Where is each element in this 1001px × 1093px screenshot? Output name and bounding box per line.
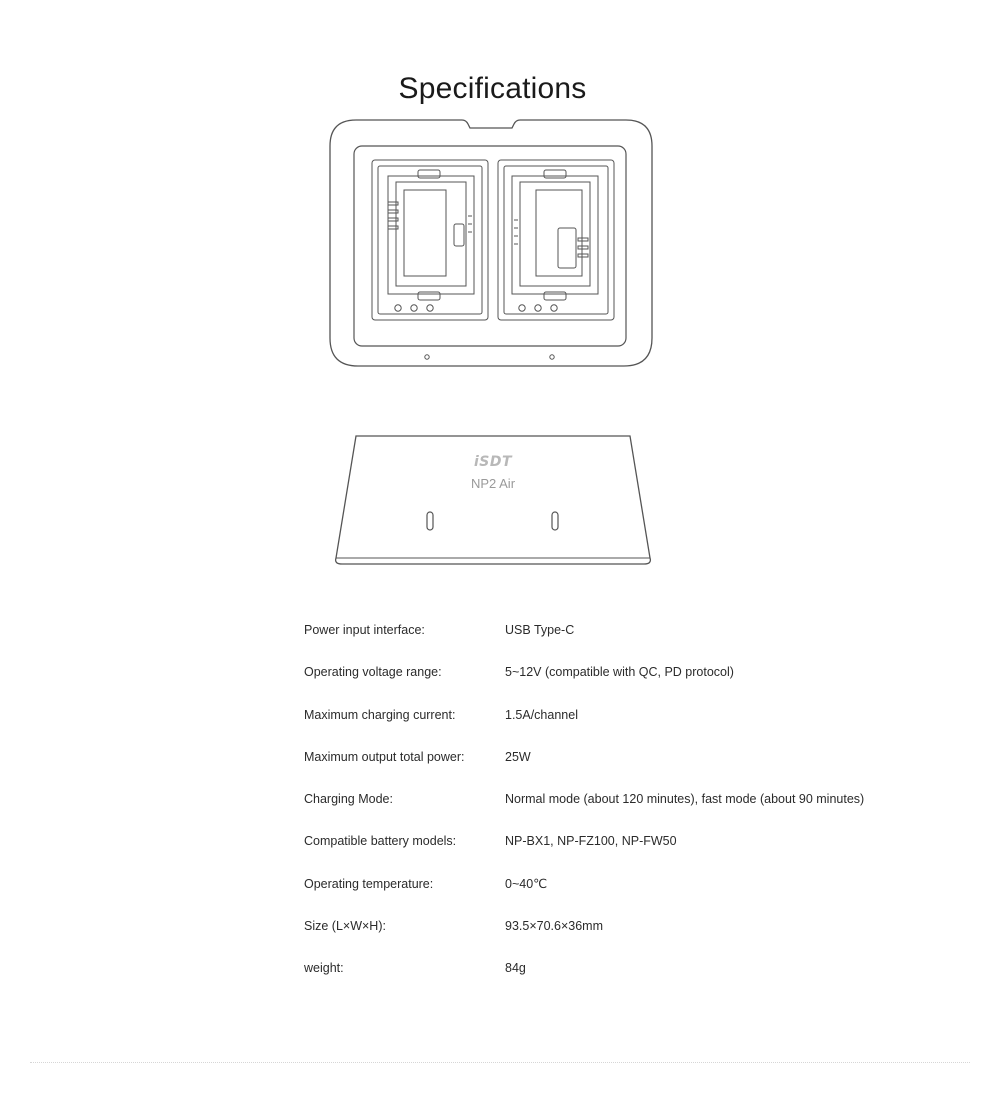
spec-row — [304, 828, 964, 870]
brand-logo: iSDT — [473, 454, 513, 470]
spec-label: Charging Mode: — [304, 792, 393, 807]
footer-divider — [30, 1062, 970, 1063]
led-indicator-right — [552, 512, 558, 530]
page-title: Specifications — [398, 72, 587, 106]
led-indicator-left — [427, 512, 433, 530]
spec-label: Operating temperature: — [304, 876, 434, 891]
spec-value: Normal mode (about 120 minutes), fast mode (about 90 minutes) — [505, 792, 865, 807]
spec-value: 25W — [505, 749, 531, 764]
specifications-list — [304, 617, 964, 998]
spec-label: weight: — [304, 961, 344, 976]
spec-value: 0~40℃ — [505, 876, 548, 891]
spec-value: NP-BX1, NP-FZ100, NP-FW50 — [505, 834, 677, 849]
spec-value: 93.5×70.6×36mm — [505, 919, 603, 934]
charger-top-view-drawing — [326, 116, 656, 370]
spec-value: 1.5A/channel — [505, 707, 578, 722]
spec-label: Maximum charging current: — [304, 707, 456, 722]
charger-front-view-drawing — [330, 432, 656, 568]
charger-front-view — [330, 432, 656, 568]
spec-row — [304, 659, 964, 701]
spec-row — [304, 871, 964, 913]
spec-value: 84g — [505, 961, 526, 976]
spec-row — [304, 786, 964, 828]
spec-label: Operating voltage range: — [304, 665, 442, 680]
spec-row — [304, 617, 964, 659]
model-label: NP2 Air — [470, 476, 516, 491]
spec-row — [304, 744, 964, 786]
spec-label: Maximum output total power: — [304, 749, 465, 764]
spec-row — [304, 913, 964, 955]
spec-row — [304, 702, 964, 744]
spec-value: USB Type-C — [505, 623, 575, 637]
spec-label: Compatible battery models: — [304, 834, 457, 849]
spec-value: 5~12V (compatible with QC, PD protocol) — [505, 665, 734, 680]
spec-label: Power input interface: — [304, 623, 425, 637]
spec-label: Size (L×W×H): — [304, 919, 386, 934]
spec-row — [304, 955, 964, 997]
